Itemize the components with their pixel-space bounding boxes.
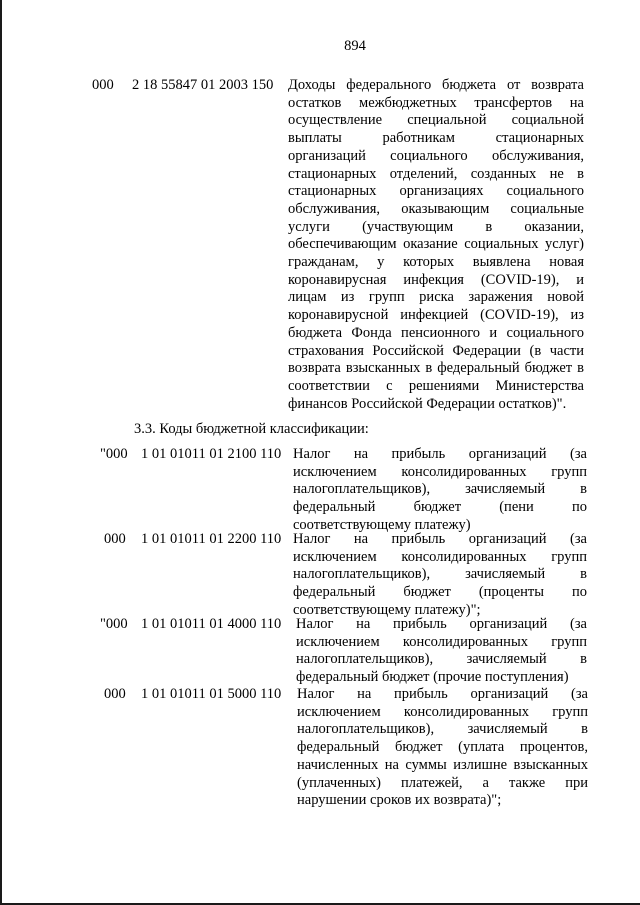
entry-description: Доходы федерального бюджета от возврата остатков межбюджетных трансфертов на осуществление специальной социальной выплаты работникам стационарных организаций социального обслуживания, стационарных отделений, созданных не в стационарных организациях социального обслуживания, оказывающим социальные услуги (участвующим в оказании, обеспечивающим оказание социальных услуг) гражданам, у которых выявлена новая коронавирусная инфекция (COVID-19), и лицам из групп риска заражения новой коронавирусной инфекцией (COVID-19), из бюджета Фонда пенсионного и социального страхования Российской Федерации (в части возврата взысканных в федеральный бюджет в соответствии с решениями Министерства финансов Российской Федерации остатков)". xyxy=(288,77,584,412)
entry-description: Налог на прибыль организаций (за исключением консолидированных групп налогоплательщиков), зачисляемый в федеральный бюджет (пени по соответствующему платежу) xyxy=(293,446,587,533)
admin-code: 000 xyxy=(104,531,126,547)
kbk-code: 1 01 01011 01 2200 110 xyxy=(141,531,282,547)
admin-code: "000 xyxy=(100,446,128,462)
entry-description: Налог на прибыль организаций (за исключением консолидированных групп налогоплательщиков), зачисляемый в федеральный бюджет (прочие поступления) xyxy=(296,616,587,686)
entry-description: Налог на прибыль организаций (за исключением консолидированных групп налогоплательщиков), зачисляемый в федеральный бюджет (уплата процентов, начисленных на суммы излишне взысканных (уплаченных) платежей, а также при нарушении сроков их возврата)"; xyxy=(297,686,588,809)
admin-code: "000 xyxy=(100,616,128,632)
classification-entry xyxy=(0,616,640,686)
entry-description: Налог на прибыль организаций (за исключением консолидированных групп налогоплательщиков), зачисляемый в федеральный бюджет (проценты по соответствующему платежу)"; xyxy=(293,531,587,618)
admin-code: 000 xyxy=(92,77,114,93)
classification-entry xyxy=(0,531,640,617)
classification-entry xyxy=(0,686,640,826)
kbk-code: 1 01 01011 01 2100 110 xyxy=(141,446,282,462)
kbk-code: 1 01 01011 01 4000 110 xyxy=(141,616,282,632)
admin-code: 000 xyxy=(104,686,126,702)
kbk-code: 2 18 55847 01 2003 150 xyxy=(132,77,274,93)
page-number: 894 xyxy=(344,38,366,54)
kbk-code: 1 01 01011 01 5000 110 xyxy=(141,686,282,702)
classification-entry xyxy=(0,446,640,532)
section-heading: 3.3. Коды бюджетной классификации: xyxy=(134,421,369,437)
classification-entry xyxy=(0,77,640,417)
